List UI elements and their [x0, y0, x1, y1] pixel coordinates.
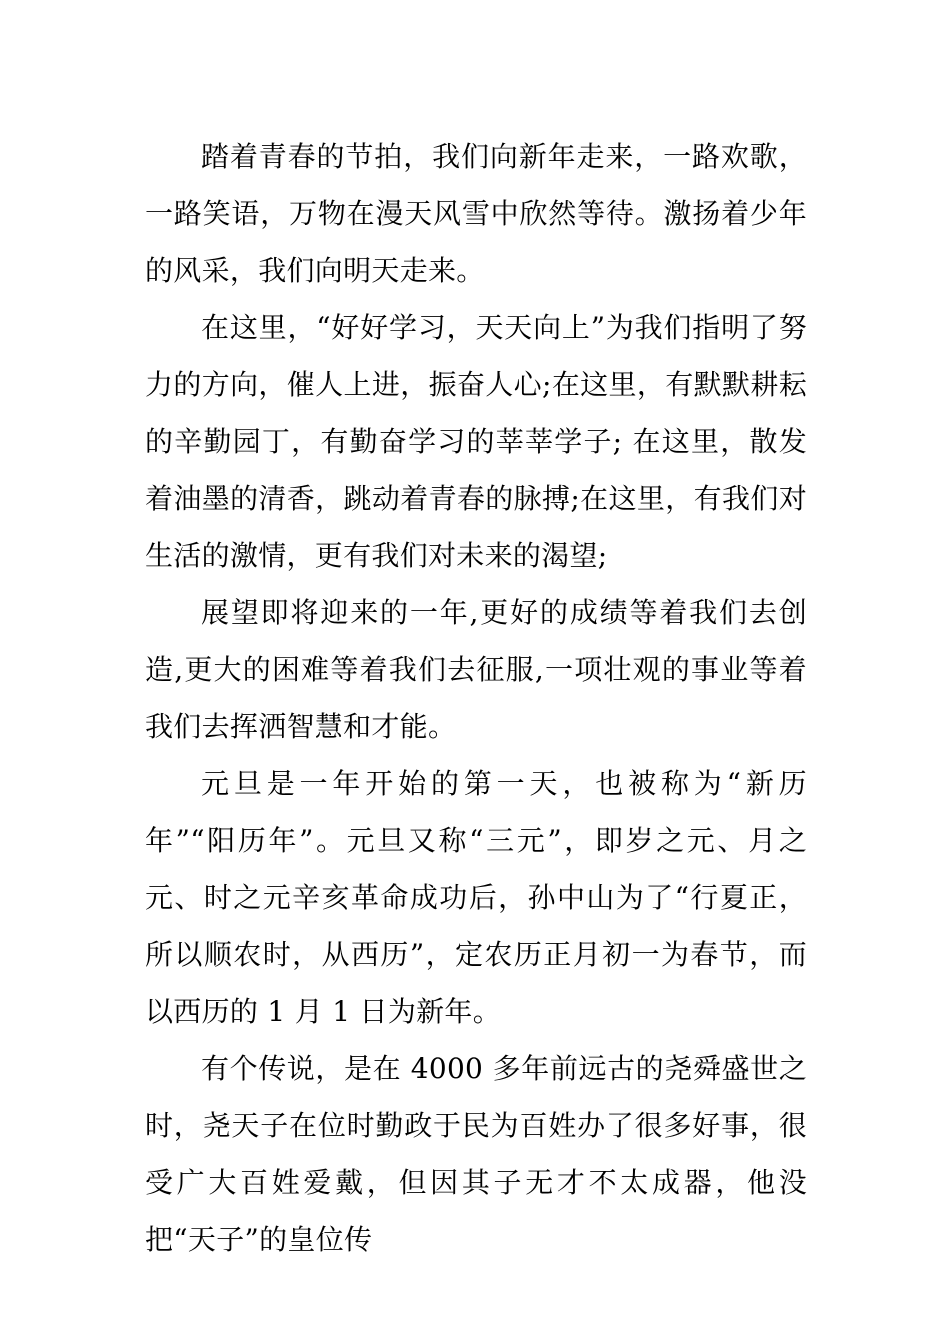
paragraph: 有个传说，是在 4000 多年前远古的尧舜盛世之时，尧天子在位时勤政于民为百姓办了很多好事，很受广大百姓爱戴，但因其子无才不太成器，他没把“天子”的皇位传 [145, 1052, 807, 1256]
document-body [145, 128, 807, 1268]
paragraph: 在这里，“好好学习，天天向上”为我们指明了努力的方向，催人上进，振奋人心;在这里，有默默耕耘的辛勤园丁，有勤奋学习的莘莘学子; 在这里，散发着油墨的清香，跳动着青春的脉搏;在这里，有我们对生活的激情，更有我们对未来的渴望; [145, 311, 807, 572]
paragraph: 元旦是一年开始的第一天，也被称为“新历年”“阳历年”。元旦又称“三元”，即岁之元、月之元、时之元辛亥革命成功后，孙中山为了“行夏正，所以顺农时，从西历”，定农历正月初一为春节，而以西历的 1 月 1 日为新年。 [145, 767, 807, 1028]
paragraph: 展望即将迎来的一年,更好的成绩等着我们去创造,更大的困难等着我们去征服,一项壮观的事业等着我们去挥洒智慧和才能。 [145, 596, 807, 743]
paragraph: 踏着青春的节拍，我们向新年走来，一路欢歌，一路笑语，万物在漫天风雪中欣然等待。激扬着少年的风采，我们向明天走来。 [145, 140, 807, 287]
